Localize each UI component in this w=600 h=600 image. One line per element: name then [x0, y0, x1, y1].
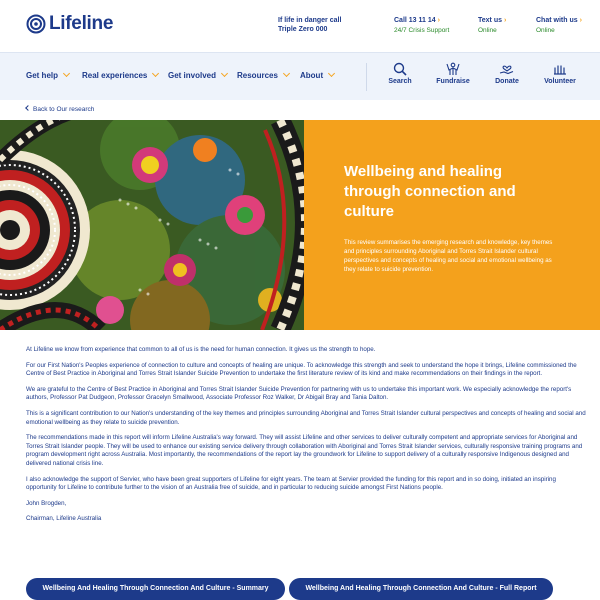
chevron-down-icon — [328, 70, 335, 77]
chat-sub: Online — [536, 27, 555, 34]
chat-label: Chat with us — [536, 17, 578, 24]
chevron-down-icon — [63, 70, 70, 77]
hero-panel — [304, 120, 600, 330]
hero-description: This review summarises the emerging research and knowledge, key themes and principles surrounding Aboriginal and Torres Strait Islander cultural perspectives and concepts of healing and social and emotional wellbeing as they relate to suicide prevention. — [344, 239, 553, 273]
nav-about[interactable]: About — [300, 71, 334, 80]
search-label: Search — [388, 78, 412, 85]
full-report-download-button[interactable]: Wellbeing And Healing Through Connection And Culture - Full Report — [289, 578, 553, 600]
paragraph: For our First Nation's Peoples experience of connection to culture and concepts of healing are unique. To acknowledge this strength and seek to understand the hope it brings, Lifeline commissioned the Centre of Best Practice in Aboriginal and Torres Strait Islander Suicide Prevention to undertake the first literature review of its kind and make recommendations on their findings in the report. — [26, 361, 577, 378]
logo-text: Lifeline — [49, 13, 114, 34]
donate-button[interactable] — [482, 62, 532, 85]
call-sub: 24/7 Crisis Support — [394, 27, 450, 34]
summary-download-button[interactable]: Wellbeing And Healing Through Connection And Culture - Summary — [26, 578, 285, 600]
lifeline-logo[interactable] — [26, 13, 113, 35]
danger-line-1: If life in danger call — [278, 17, 342, 24]
nav-divider — [366, 63, 367, 91]
chevron-down-icon — [221, 70, 228, 77]
paragraph: I also acknowledge the support of Servier, who have been great supporters of Lifeline for eight years. The team at Servier provided the funding for this report and in so doing, initiated an inspiring opportunity for Lifeline to contribute further to the vision of an Australia free of suicide, and in particular to reducing suicide amongst First Nations people. — [26, 475, 556, 492]
nav-get-help[interactable]: Get help — [26, 71, 69, 80]
volunteer-button[interactable] — [535, 62, 585, 85]
nav-real-experiences[interactable]: Real experiences — [82, 71, 158, 80]
chat-contact[interactable] — [536, 16, 582, 36]
paragraph: The recommendations made in this report will inform Lifeline Australia's way forward. They will assist Lifeline and other services to deliver culturally competent and appropriate services for Aboriginal and Torres Strait Islander people. They will be used to enhance our existing service delivery through collaboration with Aboriginal and Torres Strait Islander services, culturally responsive training programs and program development right across Australia. Most importantly, the recommendations of the report lay the groundwork for Lifeline to support delivery of a culturally responsive Indigenous designed and delivered national crisis line. — [26, 434, 583, 467]
fundraise-label: Fundraise — [436, 78, 470, 85]
chevron-down-icon — [152, 70, 159, 77]
nav-get-involved[interactable]: Get involved — [168, 71, 227, 80]
hero-artwork — [0, 120, 304, 330]
signature-title: Chairman, Lifeline Australia — [26, 515, 102, 523]
call-label: Call 13 11 14 — [394, 17, 436, 24]
donate-icon — [499, 62, 515, 76]
call-contact[interactable] — [394, 16, 449, 36]
chevron-right-icon: › — [579, 17, 582, 24]
text-sub: Online — [478, 27, 497, 34]
paragraph: This is a significant contribution to our Nation's understanding of the key themes and principles surrounding Aboriginal and Torres Strait Islander cultural perspectives and concepts of healing and social and emotional wellbeing as they relate to suicide prevention. — [26, 409, 586, 426]
search-button[interactable] — [375, 62, 425, 85]
volunteer-icon — [552, 62, 568, 76]
chevron-right-icon: › — [437, 17, 440, 24]
danger-notice — [278, 16, 368, 34]
search-icon — [393, 62, 407, 76]
logo-mark-icon — [26, 14, 46, 34]
danger-line-2: Triple Zero 000 — [278, 26, 328, 33]
paragraph: At Lifeline we know from experience that common to all of us is the need for human connection. It gives us the strength to hope. — [26, 346, 376, 353]
nav-resources[interactable]: Resources — [237, 71, 289, 80]
donate-label: Donate — [495, 78, 519, 85]
aboriginal-artwork-image — [0, 120, 304, 330]
chevron-down-icon — [283, 70, 290, 77]
main-nav — [0, 52, 600, 100]
fundraise-icon — [445, 62, 461, 76]
fundraise-button[interactable] — [428, 62, 478, 85]
text-label: Text us — [478, 17, 502, 24]
paragraph: We are grateful to the Centre of Best Practice in Aboriginal and Torres Strait Islander Suicide Prevention for partnering with us to undertake this important work. We especially acknowledge the report's authors, Professor Pat Dudgeon, Professor Gracelyn Smallwood, Associate Professor Roz Walker, Dr Abigail Bray and Tania Dalton. — [26, 385, 572, 402]
top-bar — [0, 0, 600, 52]
chevron-right-icon: › — [504, 17, 507, 24]
signature-name: John Brogden, — [26, 499, 67, 507]
article-body — [26, 346, 586, 531]
volunteer-label: Volunteer — [544, 78, 576, 85]
page-title: Wellbeing and healing through connection and culture — [344, 163, 516, 220]
breadcrumb — [0, 100, 600, 120]
back-link[interactable]: Back to Our research — [26, 106, 94, 113]
chevron-left-icon — [25, 105, 31, 111]
text-contact[interactable] — [478, 16, 506, 36]
